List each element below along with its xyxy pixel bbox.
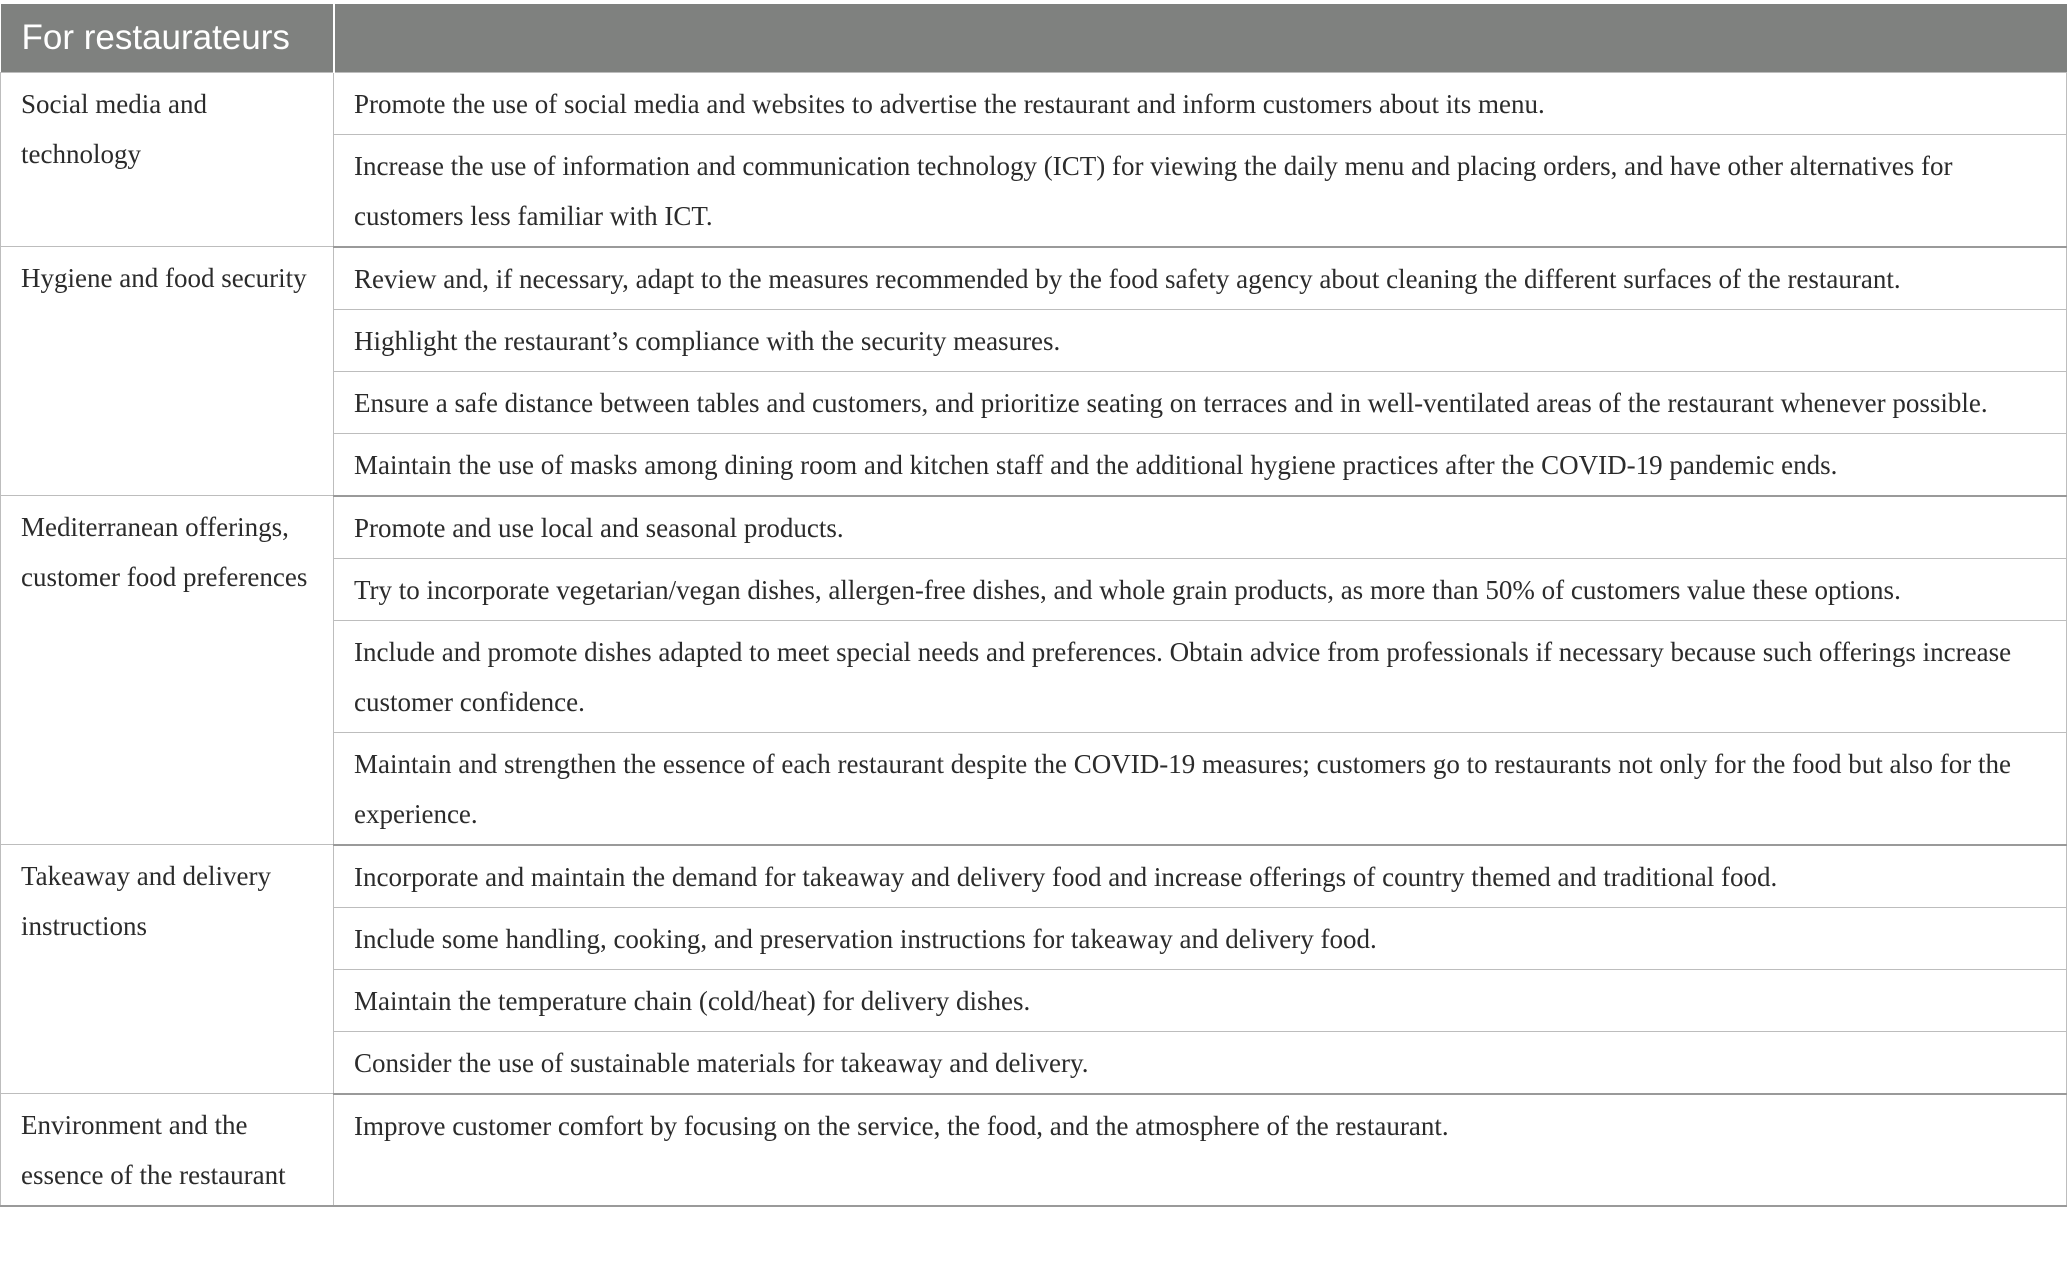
recommendation-cell: Include some handling, cooking, and preservation instructions for takeaway and delivery food. [334, 907, 2067, 969]
recommendation-cell: Ensure a safe distance between tables and customers, and prioritize seating on terraces and in well-ventilated areas of the restaurant whenever possible. [334, 371, 2067, 433]
recommendation-cell: Try to incorporate vegetarian/vegan dishes, allergen-free dishes, and whole grain products, as more than 50% of customers value these options. [334, 558, 2067, 620]
table-row [1, 247, 2067, 310]
category-cell: Mediterranean offerings, customer food preferences [1, 496, 334, 845]
recommendation-cell: Increase the use of information and communication technology (ICT) for viewing the daily menu and placing orders, and have other alternatives for customers less familiar with ICT. [334, 134, 2067, 247]
table-row [1, 845, 2067, 908]
table-row [1, 496, 2067, 559]
recommendation-cell: Maintain the temperature chain (cold/heat) for delivery dishes. [334, 969, 2067, 1031]
recommendation-cell: Promote and use local and seasonal products. [334, 496, 2067, 559]
recommendation-cell: Consider the use of sustainable materials for takeaway and delivery. [334, 1031, 2067, 1094]
table-header-row [1, 4, 2067, 72]
recommendation-cell: Improve customer comfort by focusing on the service, the food, and the atmosphere of the restaurant. [334, 1094, 2067, 1207]
recommendations-table-container [0, 4, 2066, 1207]
recommendation-cell: Incorporate and maintain the demand for takeaway and delivery food and increase offerings of country themed and traditional food. [334, 845, 2067, 908]
recommendations-table [0, 4, 2067, 1207]
recommendation-cell: Maintain the use of masks among dining room and kitchen staff and the additional hygiene practices after the COVID-19 pandemic ends. [334, 433, 2067, 496]
header-title: For restaurateurs [1, 4, 334, 72]
table-row [1, 1094, 2067, 1207]
category-cell: Hygiene and food security [1, 247, 334, 496]
category-cell: Takeaway and delivery instructions [1, 845, 334, 1094]
recommendation-cell: Promote the use of social media and websites to advertise the restaurant and inform customers about its menu. [334, 72, 2067, 134]
category-cell: Environment and the essence of the restaurant [1, 1094, 334, 1207]
recommendation-cell: Review and, if necessary, adapt to the measures recommended by the food safety agency about cleaning the different surfaces of the restaurant. [334, 247, 2067, 310]
header-blank-cell [334, 4, 2067, 72]
table-row [1, 72, 2067, 134]
category-cell: Social media and technology [1, 72, 334, 247]
recommendation-cell: Highlight the restaurant’s compliance with the security measures. [334, 309, 2067, 371]
recommendation-cell: Maintain and strengthen the essence of each restaurant despite the COVID-19 measures; customers go to restaurants not only for the food but also for the experience. [334, 732, 2067, 845]
recommendation-cell: Include and promote dishes adapted to meet special needs and preferences. Obtain advice from professionals if necessary because such offerings increase customer confidence. [334, 620, 2067, 732]
